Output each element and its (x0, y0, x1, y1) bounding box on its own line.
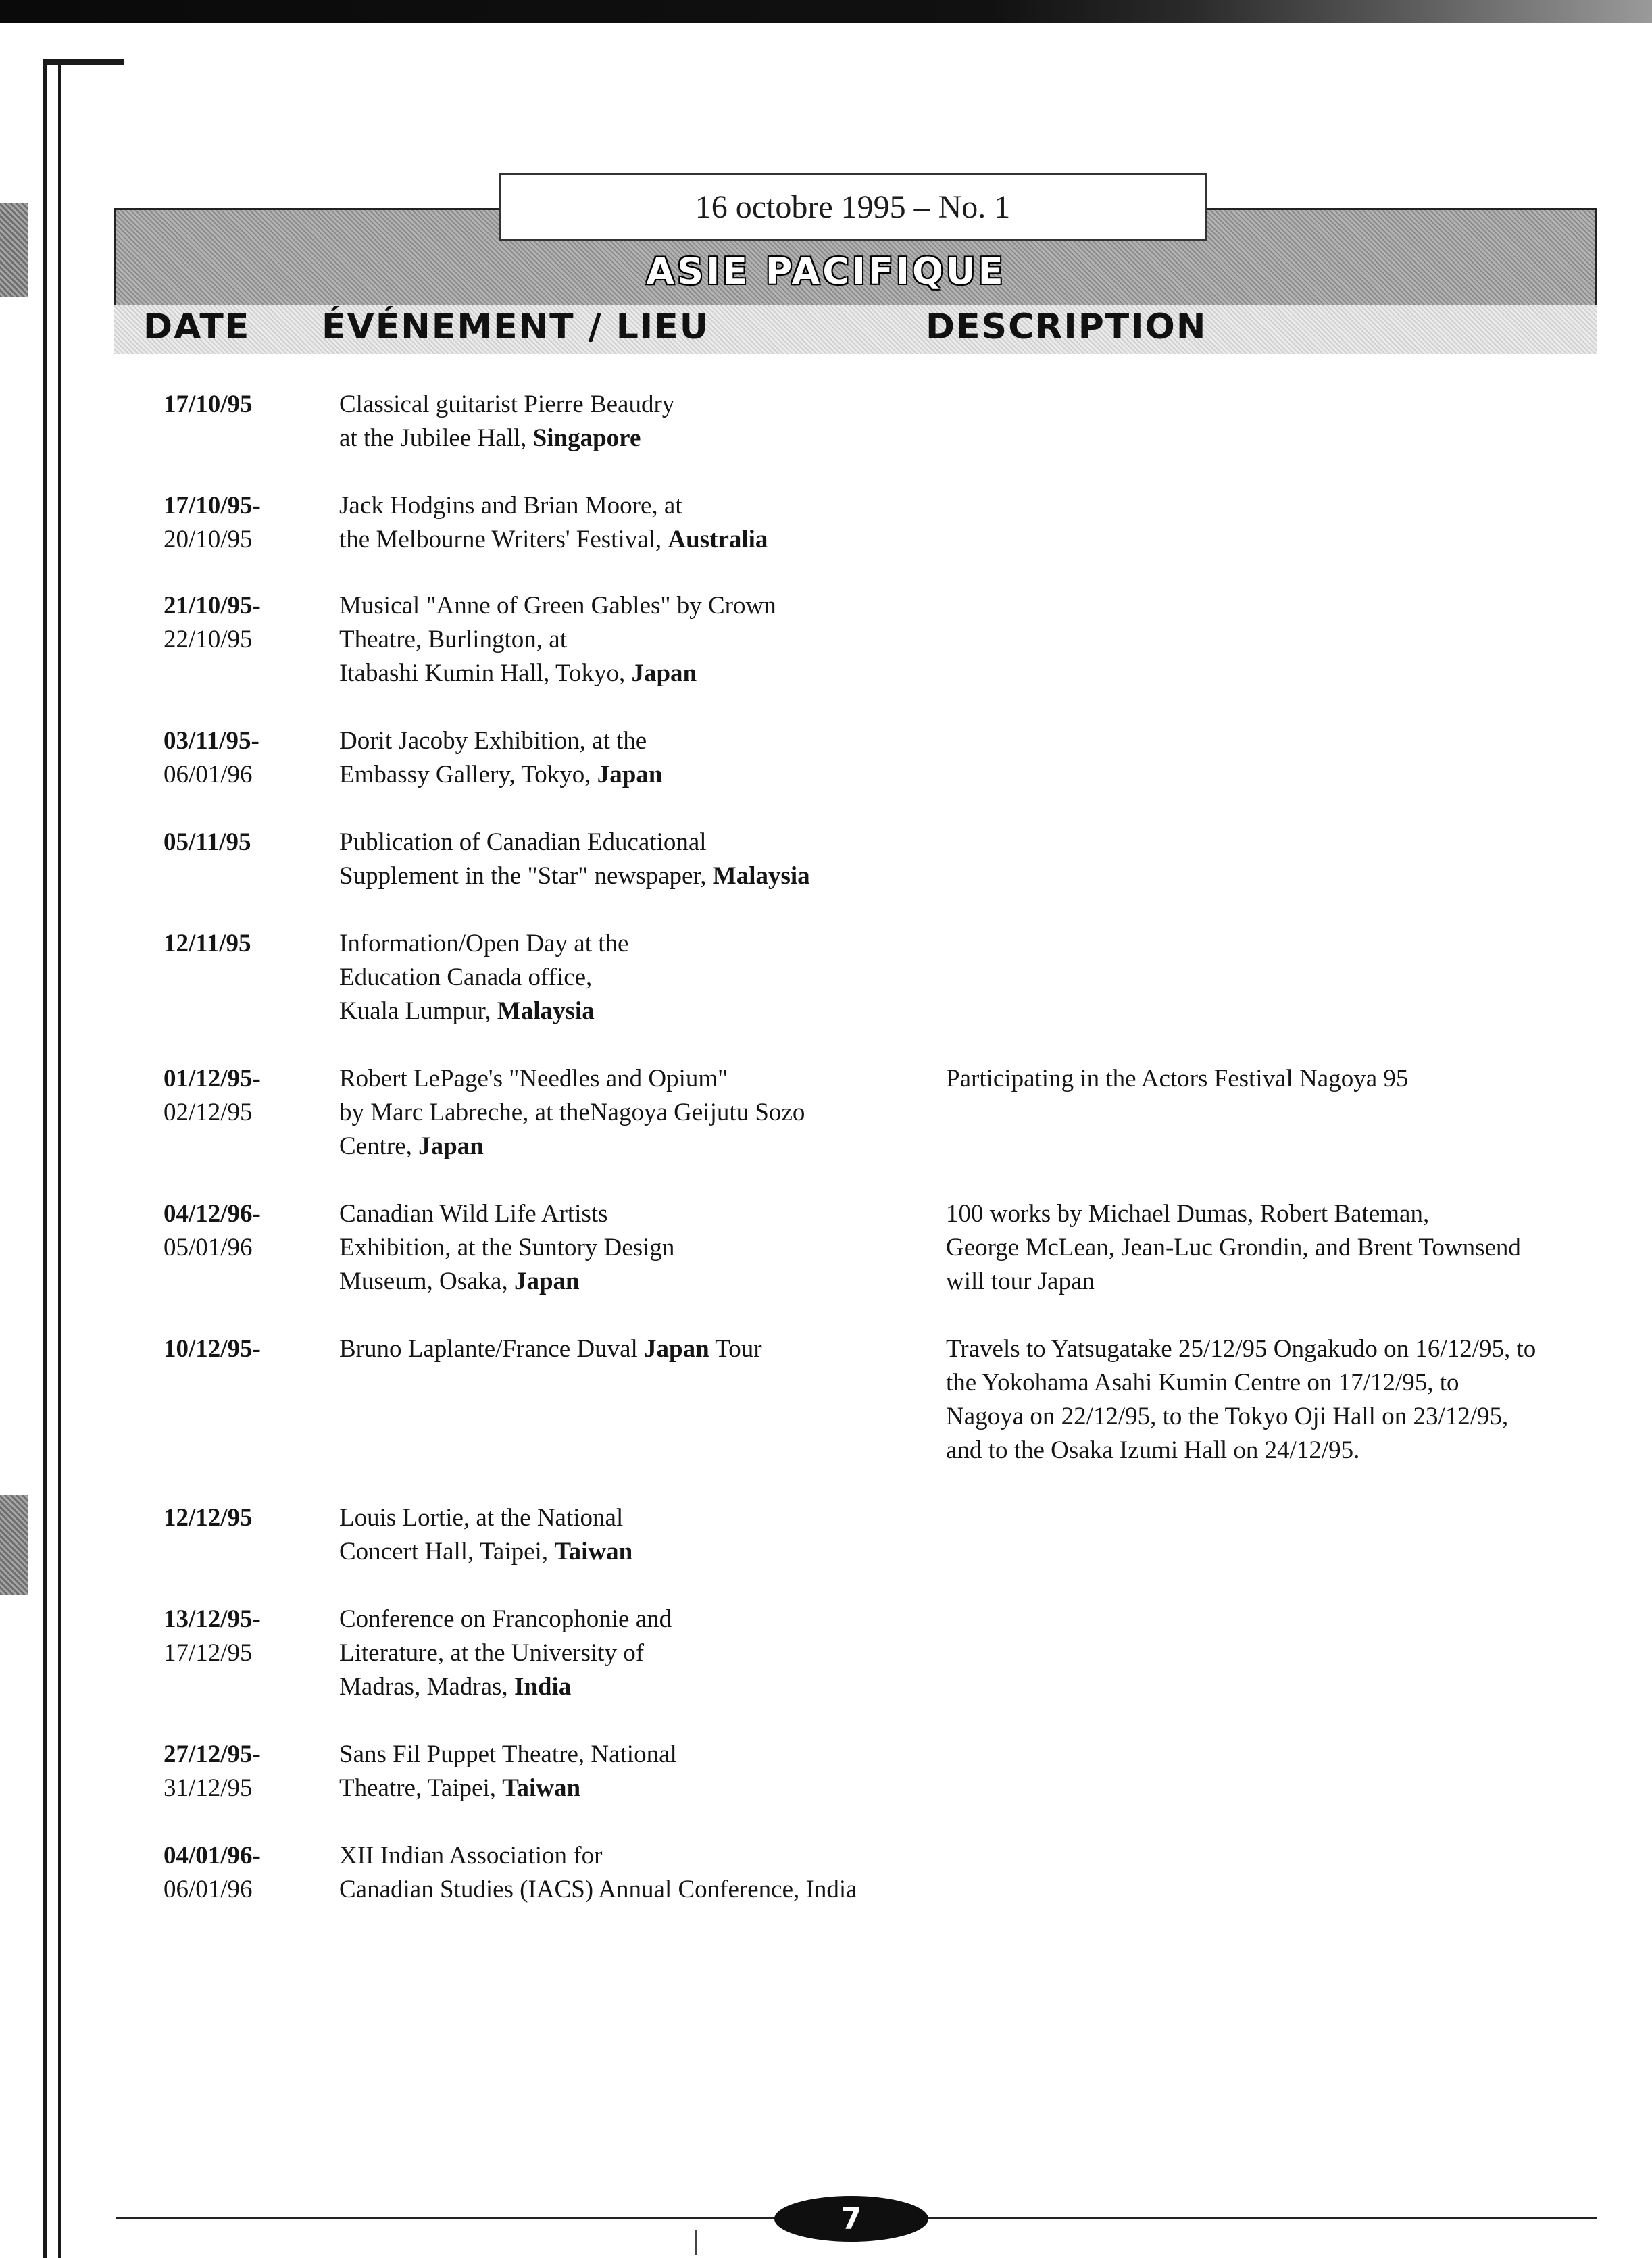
event-text: Madras, Madras, (339, 1673, 514, 1701)
event-date (164, 1839, 312, 1907)
description-line: and to the Osaka Izumi Hall on 24/12/95. (946, 1436, 1360, 1464)
event-date-end: 06/01/96 (164, 761, 253, 788)
event-text: Bruno Laplante/France Duval (339, 1335, 645, 1363)
page-number: 7 (774, 2196, 928, 2242)
event-venue-line (339, 1062, 907, 1096)
event-country: Japan (644, 1335, 709, 1363)
event-date-start: 17/10/95- (164, 492, 261, 520)
event-text: Itabashi Kumin Hall, Tokyo, (339, 659, 632, 687)
event-date-end: 05/01/96 (164, 1234, 253, 1261)
event-venue-line (339, 927, 907, 961)
event-description (946, 1332, 1595, 1467)
binding-cap (43, 59, 124, 65)
event-date (164, 388, 312, 422)
event-date-start: 13/12/95- (164, 1605, 261, 1633)
event-venue-line (339, 724, 907, 758)
event-text: Louis Lortie, at the National (339, 1504, 624, 1532)
description-line: Nagoya on 22/12/95, to the Tokyo Oji Hall on 23/12/95, (946, 1403, 1509, 1430)
event-date-end: 22/10/95 (164, 626, 253, 653)
event-date (164, 1501, 312, 1535)
event-venue (339, 826, 907, 893)
event-date-start: 10/12/95- (164, 1335, 261, 1363)
event-date (164, 724, 312, 792)
event-text: Education Canada office, (339, 963, 593, 991)
event-date-start: 12/11/95 (164, 930, 251, 957)
event-venue-line (339, 1265, 907, 1299)
event-venue-line (339, 523, 907, 557)
event-text: Publication of Canadian Educational (339, 828, 707, 856)
event-venue-line (339, 1332, 907, 1366)
event-date-end: 17/12/95 (164, 1639, 253, 1667)
event-date-end: 20/10/95 (164, 526, 253, 553)
event-venue-line (339, 995, 907, 1028)
event-text: Robert LePage's "Needles and Opium" (339, 1065, 728, 1093)
event-venue-line (339, 589, 907, 623)
event-date (164, 1062, 312, 1130)
event-venue-line (339, 657, 907, 691)
section-title: ASIE PACIFIQUE (646, 250, 1006, 293)
event-date (164, 826, 312, 859)
event-text: the Melbourne Writers' Festival, (339, 526, 668, 553)
event-venue-line (339, 961, 907, 995)
event-text: Conference on Francophonie and (339, 1605, 672, 1633)
event-date-start: 21/10/95- (164, 592, 261, 620)
event-venue-line (339, 859, 907, 893)
event-venue-line (339, 1738, 907, 1772)
event-venue (339, 1062, 907, 1163)
event-venue (339, 1501, 907, 1569)
left-margin (0, 23, 58, 2258)
event-venue (339, 724, 907, 792)
event-text: Theatre, Taipei, (339, 1774, 503, 1802)
event-date-start: 27/12/95- (164, 1740, 261, 1768)
event-description (946, 1062, 1595, 1096)
event-text: Canadian Wild Life Artists (339, 1200, 608, 1228)
event-country: Taiwan (502, 1774, 581, 1802)
event-text: Information/Open Day at the (339, 930, 629, 957)
event-venue-line (339, 826, 907, 859)
event-date-start: 04/12/96- (164, 1200, 261, 1228)
event-text: Canadian Studies (IACS) Annual Conference, India (339, 1876, 857, 1903)
description-line: George McLean, Jean-Luc Grondin, and Brent Townsend (946, 1234, 1521, 1261)
event-date (164, 927, 312, 961)
description-line: Travels to Yatsugatake 25/12/95 Ongakudo on 16/12/95, to (946, 1335, 1536, 1363)
description-line: Participating in the Actors Festival Nagoya 95 (946, 1065, 1409, 1093)
event-venue-line (339, 1130, 907, 1163)
event-description (946, 1197, 1595, 1299)
event-venue-line (339, 489, 907, 523)
event-date-end: 02/12/95 (164, 1099, 253, 1126)
event-date (164, 489, 312, 557)
event-date (164, 1197, 312, 1265)
event-venue-line (339, 1636, 907, 1670)
event-country: Japan (597, 761, 663, 788)
event-text: Concert Hall, Taipei, (339, 1538, 555, 1565)
event-date-start: 01/12/95- (164, 1065, 261, 1093)
event-date-start: 05/11/95 (164, 828, 251, 856)
event-text: Sans Fil Puppet Theatre, National (339, 1740, 677, 1768)
event-text: Supplement in the "Star" newspaper, (339, 862, 713, 890)
event-venue (339, 1738, 907, 1805)
column-header-event: ÉVÉNEMENT / LIEU (322, 307, 710, 347)
event-country: India (514, 1673, 572, 1701)
footer-tick (695, 2230, 697, 2255)
event-venue-line (339, 1603, 907, 1636)
event-date (164, 1332, 312, 1366)
column-header-date: DATE (143, 307, 251, 347)
event-country: Japan (418, 1132, 484, 1160)
binding-line (43, 61, 47, 2258)
event-venue-line (339, 1501, 907, 1535)
event-country: Singapore (532, 424, 641, 452)
event-country: Malaysia (712, 862, 810, 890)
event-venue-line (339, 623, 907, 657)
event-date-end: 31/12/95 (164, 1774, 253, 1802)
event-date (164, 589, 312, 657)
footer-rule-left (116, 2217, 778, 2219)
event-text: Musical "Anne of Green Gables" by Crown (339, 592, 776, 620)
event-venue-line (339, 1535, 907, 1569)
event-venue-line (339, 1772, 907, 1805)
event-text: Exhibition, at the Suntory Design (339, 1234, 675, 1261)
event-text: Literature, at the University of (339, 1639, 645, 1667)
event-country: Japan (514, 1268, 580, 1295)
event-date (164, 1603, 312, 1670)
event-date (164, 1738, 312, 1805)
event-text: Classical guitarist Pierre Beaudry (339, 391, 675, 418)
event-country: Taiwan (554, 1538, 633, 1565)
event-venue-line (339, 1839, 907, 1873)
side-swatch-bottom (0, 1495, 28, 1595)
event-country: Japan (631, 659, 697, 687)
event-country: Malaysia (497, 997, 595, 1025)
event-date-start: 03/11/95- (164, 727, 259, 755)
event-text: Dorit Jacoby Exhibition, at the (339, 727, 647, 755)
event-venue (339, 589, 907, 691)
event-venue (339, 1197, 907, 1299)
event-text: Theatre, Burlington, at (339, 626, 568, 653)
event-venue (339, 1839, 907, 1907)
event-text: Embassy Gallery, Tokyo, (339, 761, 597, 788)
event-date-end: 06/01/96 (164, 1876, 253, 1903)
event-venue-line (339, 422, 907, 455)
event-venue-line (339, 758, 907, 792)
event-venue-line (339, 388, 907, 422)
description-line: the Yokohama Asahi Kumin Centre on 17/12/95, to (946, 1369, 1459, 1397)
column-header-description: DESCRIPTION (926, 307, 1207, 347)
event-venue (339, 1332, 907, 1366)
event-date-start: 04/01/96- (164, 1842, 261, 1870)
event-venue (339, 489, 907, 557)
description-line: will tour Japan (946, 1268, 1095, 1295)
binding-line-inner (58, 61, 61, 2258)
event-text: XII Indian Association for (339, 1842, 603, 1870)
event-venue-line (339, 1096, 907, 1130)
event-text: Centre, (339, 1132, 419, 1160)
event-venue (339, 927, 907, 1028)
scan-top-edge (0, 0, 1652, 23)
event-text: at the Jubilee Hall, (339, 424, 533, 452)
description-line: 100 works by Michael Dumas, Robert Bateman, (946, 1200, 1430, 1228)
event-venue-line (339, 1231, 907, 1265)
event-venue (339, 1603, 907, 1704)
event-venue-line (339, 1873, 907, 1907)
event-venue-line (339, 1670, 907, 1704)
event-country: Australia (668, 526, 768, 553)
event-text: Kuala Lumpur, (339, 997, 497, 1025)
event-text: by Marc Labreche, at theNagoya Geijutu Sozo (339, 1099, 805, 1126)
event-venue (339, 388, 907, 455)
event-text: Jack Hodgins and Brian Moore, at (339, 492, 682, 520)
event-date-start: 17/10/95 (164, 391, 253, 418)
event-date-start: 12/12/95 (164, 1504, 253, 1532)
issue-label: 16 octobre 1995 – No. 1 (499, 173, 1207, 241)
event-text: Museum, Osaka, (339, 1268, 514, 1295)
event-text-after: Tour (709, 1335, 762, 1363)
event-venue-line (339, 1197, 907, 1231)
footer-rule-right (926, 2217, 1597, 2219)
